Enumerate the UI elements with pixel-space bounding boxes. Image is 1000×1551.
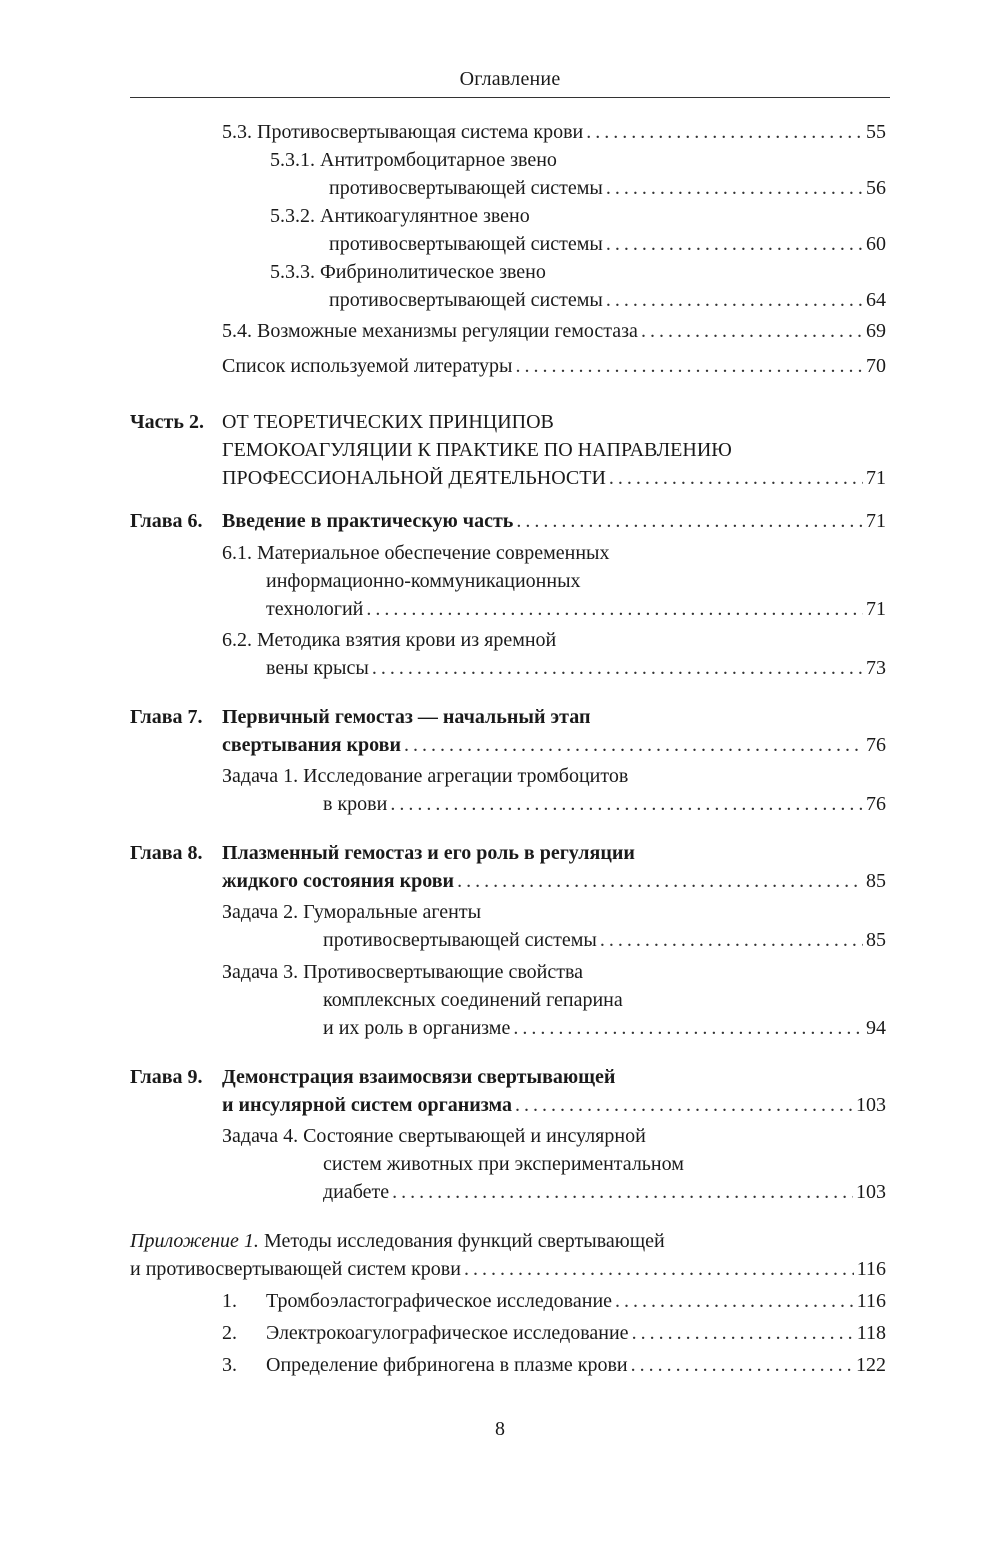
toc-entry-references[interactable] xyxy=(222,351,886,381)
toc-number: Задача 3. xyxy=(222,961,299,983)
toc-label: диабете xyxy=(323,1181,390,1203)
toc-number: 5.3.3. xyxy=(270,261,315,283)
toc-task-4-line1 xyxy=(222,1121,646,1151)
toc-leader xyxy=(457,866,863,896)
toc-label: Тромбоэластографическое исследование xyxy=(266,1290,613,1312)
toc-label: Введение в практическую часть xyxy=(222,510,514,532)
toc-task-3-line2: комплексных соединений гепарина xyxy=(323,989,623,1011)
toc-entry-appendix-item-1[interactable] xyxy=(266,1286,886,1316)
toc-label: противосвертывающей системы xyxy=(323,929,597,951)
toc-label: Противосвертывающие свойства xyxy=(303,961,584,983)
toc-chapter-8-line1: Плазменный гемостаз и его роль в регуляции xyxy=(222,842,635,864)
toc-label: Антикоагулянтное звено xyxy=(320,205,530,227)
toc-leader xyxy=(513,1013,863,1043)
toc-leader xyxy=(606,229,863,259)
toc-number: Задача 1. xyxy=(222,765,299,787)
page-number: 8 xyxy=(495,1418,505,1440)
toc-leader xyxy=(606,285,863,315)
toc-entry-5-3-1-line1 xyxy=(270,145,557,175)
toc-entry-5-3-3[interactable] xyxy=(329,285,886,315)
toc-page: 64 xyxy=(866,289,886,311)
toc-leader xyxy=(609,463,863,493)
toc-entry-5-3[interactable] xyxy=(222,117,886,147)
toc-entry-6-2[interactable] xyxy=(266,653,886,683)
toc-leader xyxy=(515,1090,853,1120)
toc-part-2-number: Часть 2. xyxy=(130,411,204,433)
toc-chapter-6-number: Глава 6. xyxy=(130,510,203,532)
toc-page: 76 xyxy=(866,734,886,756)
toc-chapter-8-number: Глава 8. xyxy=(130,842,203,864)
toc-label: свертывания крови xyxy=(222,734,401,756)
toc-page: 71 xyxy=(866,510,886,532)
toc-label: противосвертывающей системы xyxy=(329,233,603,255)
toc-page: 85 xyxy=(866,870,886,892)
toc-page: 55 xyxy=(866,121,886,143)
toc-appendix-1-line1 xyxy=(130,1226,665,1256)
toc-entry-5-3-3-line1 xyxy=(270,257,546,287)
toc-label: и их роль в организме xyxy=(323,1017,511,1039)
toc-chapter-7-line1: Первичный гемостаз — начальный этап xyxy=(222,706,591,728)
toc-page: 56 xyxy=(866,177,886,199)
toc-chapter-7-number: Глава 7. xyxy=(130,706,203,728)
toc-label: 5.3. Противосвертывающая система крови xyxy=(222,121,584,143)
toc-label: Гуморальные агенты xyxy=(303,901,482,923)
toc-page: 118 xyxy=(856,1322,886,1344)
toc-label: противосвертывающей системы xyxy=(329,289,603,311)
toc-label: противосвертывающей системы xyxy=(329,177,603,199)
toc-number: Задача 2. xyxy=(222,901,299,923)
running-header: Оглавление xyxy=(459,68,561,90)
toc-leader xyxy=(366,594,863,624)
toc-task-4-line2: систем животных при экспериментальном xyxy=(323,1153,684,1175)
toc-task-2-line1 xyxy=(222,897,481,927)
toc-appendix-item-number: 3. xyxy=(222,1354,237,1376)
toc-entry-6-1-line2: информационно-коммуникационных xyxy=(266,570,581,592)
toc-label: в крови xyxy=(323,793,388,815)
toc-entry-appendix-item-3[interactable] xyxy=(266,1350,886,1380)
toc-label: и противосвертывающей систем крови xyxy=(130,1258,461,1280)
toc-task-3-line1 xyxy=(222,957,583,987)
toc-part-2-line1: ОТ ТЕОРЕТИЧЕСКИХ ПРИНЦИПОВ xyxy=(222,411,554,433)
toc-label: жидкого состояния крови xyxy=(222,870,455,892)
toc-leader xyxy=(606,173,863,203)
toc-entry-appendix-1[interactable] xyxy=(130,1254,886,1284)
toc-task-1-line1 xyxy=(222,761,628,791)
toc-page: 103 xyxy=(856,1094,886,1116)
toc-page: 116 xyxy=(856,1290,886,1312)
toc-entry-6-1-line1: 6.1. Материальное обеспечение современных xyxy=(222,542,610,564)
toc-entry-part-2[interactable] xyxy=(222,463,886,493)
toc-leader xyxy=(516,506,863,536)
toc-leader xyxy=(464,1254,854,1284)
toc-entry-chapter-8[interactable] xyxy=(222,866,886,896)
toc-label: технологий xyxy=(266,598,364,620)
toc-page: 69 xyxy=(866,320,886,342)
toc-entry-5-3-1[interactable] xyxy=(329,173,886,203)
toc-page: 103 xyxy=(856,1181,886,1203)
toc-page: 73 xyxy=(866,657,886,679)
toc-leader xyxy=(516,351,864,381)
toc-appendix-item-number: 2. xyxy=(222,1322,237,1344)
toc-appendix-prefix: Приложение 1. xyxy=(130,1230,259,1252)
toc-entry-5-4[interactable] xyxy=(222,316,886,346)
toc-part-2-line2: ГЕМОКОАГУЛЯЦИИ К ПРАКТИКЕ ПО НАПРАВЛЕНИЮ xyxy=(222,439,732,461)
toc-label: и инсулярной систем организма xyxy=(222,1094,512,1116)
toc-leader xyxy=(600,925,863,955)
toc-page: 76 xyxy=(866,793,886,815)
toc-leader xyxy=(631,1350,853,1380)
toc-entry-5-3-2-line1 xyxy=(270,201,530,231)
toc-page: 122 xyxy=(856,1354,886,1376)
toc-entry-task-1[interactable] xyxy=(323,789,886,819)
header-rule xyxy=(130,97,890,98)
toc-leader xyxy=(390,789,863,819)
toc-leader xyxy=(404,730,863,760)
toc-entry-appendix-item-2[interactable] xyxy=(266,1318,886,1348)
toc-entry-6-2-line1: 6.2. Методика взятия крови из яремной xyxy=(222,629,557,651)
toc-label: Методы исследования функций свертывающей xyxy=(263,1230,665,1252)
toc-number: Задача 4. xyxy=(222,1125,299,1147)
toc-entry-chapter-6[interactable] xyxy=(222,506,886,536)
toc-leader xyxy=(586,117,863,147)
toc-label: ПРОФЕССИОНАЛЬНОЙ ДЕЯТЕЛЬНОСТИ xyxy=(222,467,606,489)
toc-appendix-item-number: 1. xyxy=(222,1290,237,1312)
toc-page: 70 xyxy=(866,355,886,377)
toc-leader xyxy=(372,653,863,683)
toc-leader xyxy=(641,316,863,346)
toc-label: Определение фибриногена в плазме крови xyxy=(266,1354,628,1376)
toc-leader xyxy=(632,1318,854,1348)
toc-entry-task-2[interactable] xyxy=(323,925,886,955)
toc-entry-chapter-9[interactable] xyxy=(222,1090,886,1120)
toc-label: Антитромбоцитарное звено xyxy=(320,149,557,171)
toc-page: 71 xyxy=(866,598,886,620)
toc-entry-task-3[interactable] xyxy=(323,1013,886,1043)
toc-label: Исследование агрегации тромбоцитов xyxy=(303,765,629,787)
toc-chapter-9-number: Глава 9. xyxy=(130,1066,203,1088)
toc-page: 94 xyxy=(866,1017,886,1039)
toc-label: вены крысы xyxy=(266,657,369,679)
toc-page: 85 xyxy=(866,929,886,951)
toc-label: Состояние свертывающей и инсулярной xyxy=(303,1125,646,1147)
toc-entry-5-3-2[interactable] xyxy=(329,229,886,259)
toc-page: 116 xyxy=(856,1258,886,1280)
toc-entry-6-1[interactable] xyxy=(266,594,886,624)
toc-chapter-9-line1: Демонстрация взаимосвязи свертывающей xyxy=(222,1066,616,1088)
toc-leader xyxy=(615,1286,854,1316)
toc-label: Список используемой литературы xyxy=(222,355,513,377)
toc-label: 5.4. Возможные механизмы регуляции гемостаза xyxy=(222,320,638,342)
toc-page: 71 xyxy=(866,467,886,489)
toc-number: 5.3.2. xyxy=(270,205,315,227)
toc-label: Фибринолитическое звено xyxy=(320,261,546,283)
toc-entry-task-4[interactable] xyxy=(323,1177,886,1207)
toc-number: 5.3.1. xyxy=(270,149,315,171)
toc-page: 60 xyxy=(866,233,886,255)
toc-entry-chapter-7[interactable] xyxy=(222,730,886,760)
toc-leader xyxy=(392,1177,853,1207)
toc-label: Электрокоагулографическое исследование xyxy=(266,1322,629,1344)
